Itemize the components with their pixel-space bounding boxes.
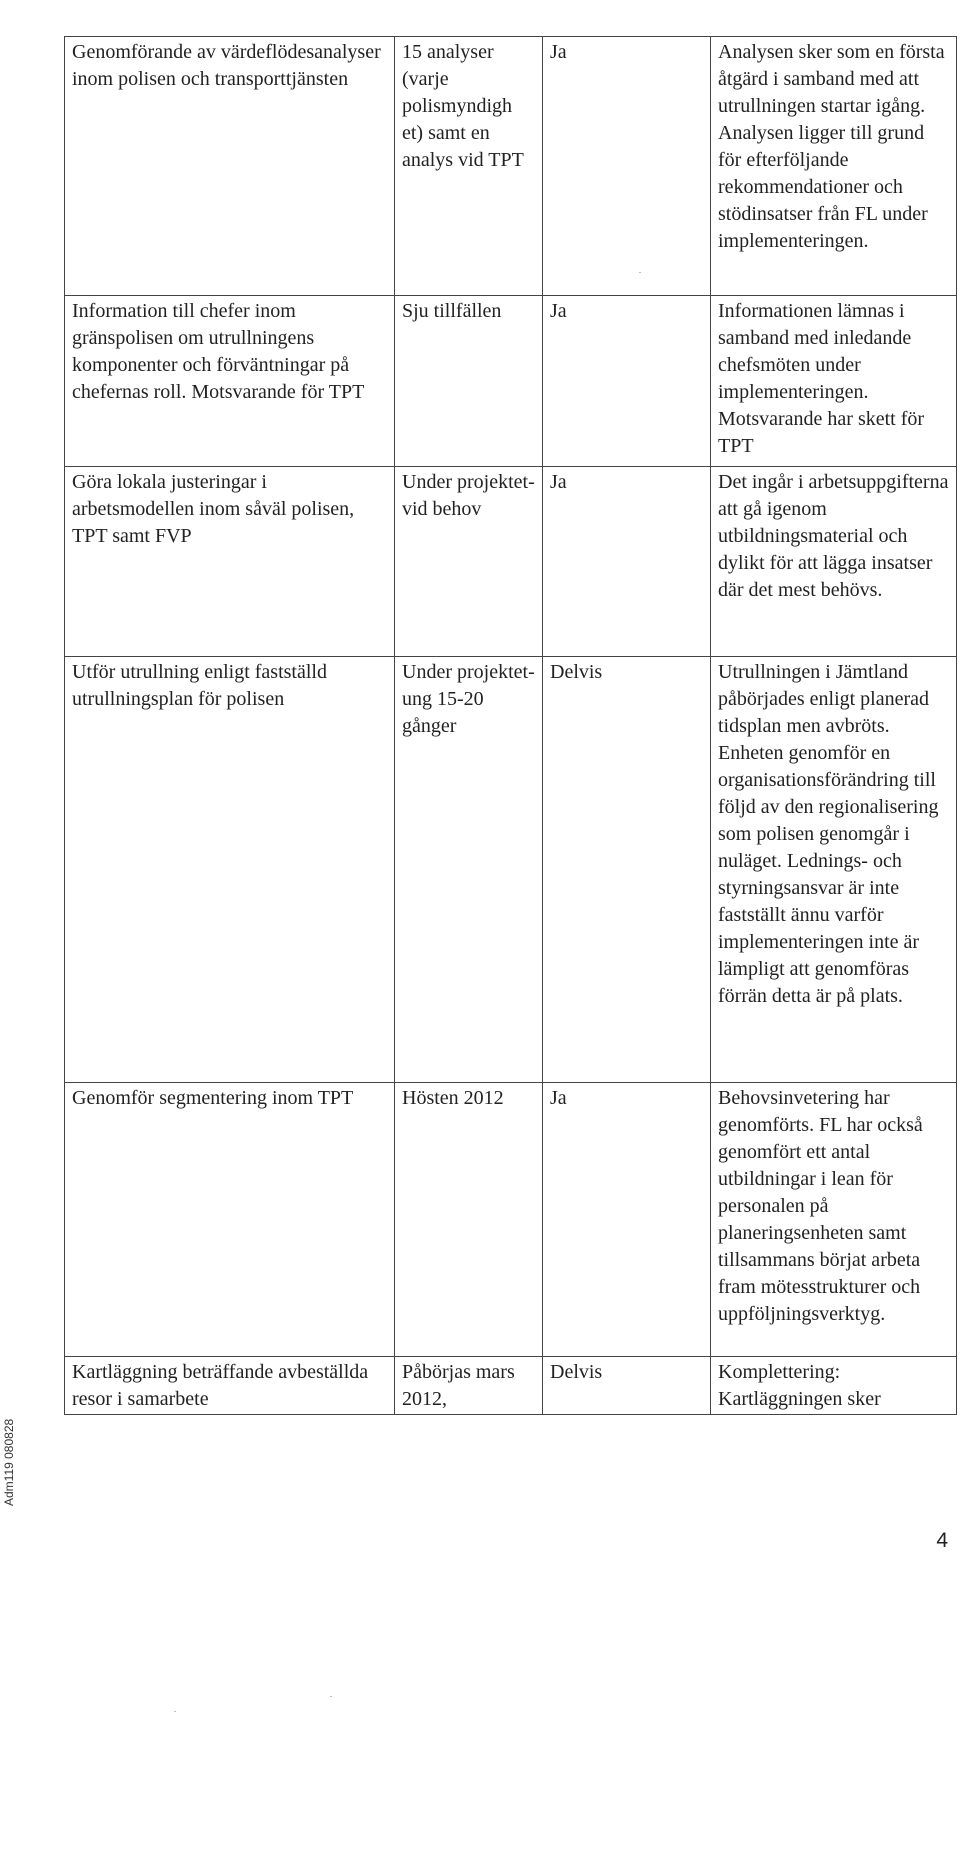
status-cell: Delvis	[543, 657, 711, 1083]
comment-cell: Informationen lämnas i samband med inledande chefsmöten under implementeringen. Motsvarande har skett för TPT	[711, 296, 957, 467]
status-cell: Ja	[543, 1083, 711, 1357]
status-cell: Ja	[543, 296, 711, 467]
table-row	[65, 1357, 957, 1415]
table-row	[65, 467, 957, 657]
activity-cell: Utför utrullning enligt fastställd utrullningsplan för polisen	[65, 657, 395, 1083]
comment-cell: Det ingår i arbetsuppgifterna att gå igenom utbildningsmaterial och dylikt för att lägga insatser där det mest behövs.	[711, 467, 957, 657]
scope-cell: Under projektet-ung 15-20 gånger	[395, 657, 543, 1083]
page-number: 4	[936, 1529, 948, 1552]
status-table	[64, 36, 957, 1415]
status-cell: Ja	[543, 467, 711, 657]
scope-cell: Sju tillfällen	[395, 296, 543, 467]
activity-cell: Genomförande av värdeflödesanalyser inom polisen och transporttjänsten	[65, 37, 395, 296]
scan-speck	[330, 1696, 332, 1697]
status-cell: Delvis	[543, 1357, 711, 1415]
activity-cell: Kartläggning beträffande avbeställda resor i samarbete	[65, 1357, 395, 1415]
activity-cell: Göra lokala justeringar i arbetsmodellen inom såväl polisen, TPT samt FVP	[65, 467, 395, 657]
scope-cell: 15 analyser (varje polismyndigh et) samt en analys vid TPT	[395, 37, 543, 296]
scan-speck	[174, 1711, 176, 1712]
activity-cell: Genomför segmentering inom TPT	[65, 1083, 395, 1357]
comment-cell: Komplettering: Kartläggningen sker	[711, 1357, 957, 1415]
scope-cell: Påbörjas mars 2012,	[395, 1357, 543, 1415]
scope-cell: Hösten 2012	[395, 1083, 543, 1357]
table-row	[65, 37, 957, 296]
scan-speck	[639, 272, 641, 273]
table-row	[65, 657, 957, 1083]
comment-cell: Analysen sker som en första åtgärd i samband med att utrullningen startar igång. Analysen ligger till grund för efterföljande rekommendationer och stödinsatser från FL under implementeringen.	[711, 37, 957, 296]
table-row	[65, 1083, 957, 1357]
comment-cell: Utrullningen i Jämtland påbörjades enligt planerad tidsplan men avbröts. Enheten genomför en organisationsförändring till följd av den regionalisering som polisen genomgår i nuläget. Lednings- och styrningsansvar är inte fastställt ännu varför implementeringen inte är lämpligt att genomföras förrän detta är på plats.	[711, 657, 957, 1083]
archive-stamp: Adm119 080828	[2, 1418, 16, 1506]
comment-cell: Behovsinvetering har genomförts. FL har också genomfört ett antal utbildningar i lean för personalen på planeringsenheten samt tillsammans börjat arbeta fram mötesstrukturer och uppföljningsverktyg.	[711, 1083, 957, 1357]
status-cell: Ja	[543, 37, 711, 296]
table-row	[65, 296, 957, 467]
activity-cell: Information till chefer inom gränspolisen om utrullningens komponenter och förväntningar på chefernas roll. Motsvarande för TPT	[65, 296, 395, 467]
scope-cell: Under projektet- vid behov	[395, 467, 543, 657]
